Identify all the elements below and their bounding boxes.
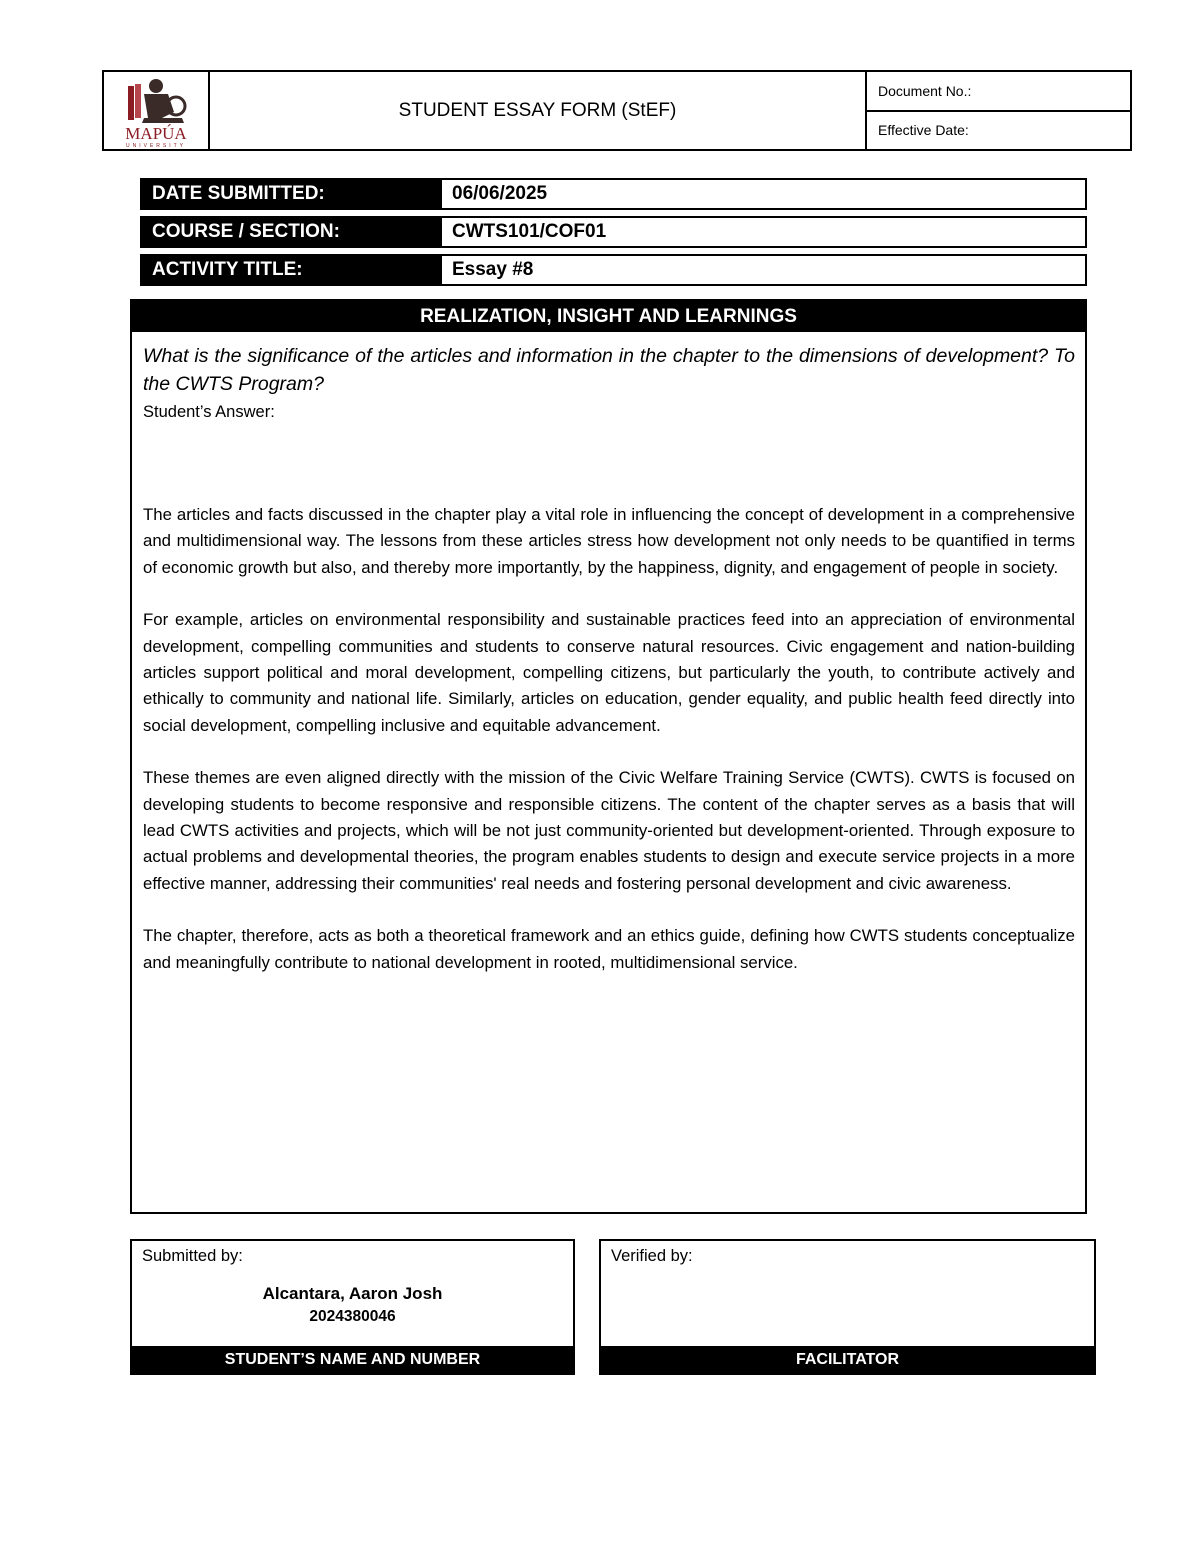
essay-paragraph: These themes are even aligned directly with the mission of the Civic Welfare Training Service (CWTS). CWTS is focused on developing students to become responsive and responsible citizens. The content of the chapter serves as a basis that will lead CWTS activities and projects, which will be not just community-oriented but development-oriented. Through exposure to actual problems and developmental theories, the program enables students to design and execute service projects in a more effective manner, addressing their communities' real needs and fostering personal development and civic awareness.: [143, 768, 1075, 893]
submitted-by-box: [130, 1239, 575, 1375]
student-number: 2024380046: [309, 1308, 396, 1325]
course-section-row: [140, 216, 1087, 248]
seal-icon: [104, 72, 208, 149]
facilitator-caption: FACILITATOR: [601, 1346, 1094, 1373]
section-heading: REALIZATION, INSIGHT AND LEARNINGS: [132, 301, 1085, 332]
student-name: Alcantara, Aaron Josh: [262, 1284, 443, 1303]
essay-section: [130, 299, 1087, 1214]
document-no-label: Document No.:: [878, 82, 972, 99]
form-title: STUDENT ESSAY FORM (StEF): [210, 72, 867, 149]
effective-date-label: Effective Date:: [867, 110, 1130, 150]
activity-title-field[interactable]: Essay #8: [440, 254, 1087, 286]
essay-answer[interactable]: [143, 424, 1075, 976]
verified-by-box: [599, 1239, 1096, 1375]
logo-text: MAPÚA: [125, 124, 187, 143]
essay-paragraph: The chapter, therefore, acts as both a theoretical framework and an ethics guide, defining how CWTS students conceptualize and meaningfully contribute to national development in rooted, multidimensional service.: [143, 926, 1075, 972]
course-section-label: COURSE / SECTION:: [140, 216, 440, 248]
student-signature-area[interactable]: [132, 1266, 573, 1346]
date-submitted-field[interactable]: 06/06/2025: [440, 178, 1087, 210]
student-name-number-caption: STUDENT’S NAME AND NUMBER: [132, 1346, 573, 1373]
university-logo: [104, 72, 210, 149]
activity-title-row: [140, 254, 1087, 286]
verified-by-label: Verified by:: [611, 1247, 693, 1265]
essay-question: What is the significance of the articles and information in the chapter to the dimensions of development? To the CWTS Program?: [143, 345, 1075, 395]
facilitator-signature-area[interactable]: [601, 1266, 1094, 1346]
course-section-field[interactable]: CWTS101/COF01: [440, 216, 1087, 248]
answer-label: Student’s Answer:: [143, 403, 275, 421]
date-submitted-row: [140, 178, 1087, 210]
submitted-by-label: Submitted by:: [142, 1247, 243, 1265]
form-header: [102, 70, 1132, 151]
document-meta: [867, 72, 1130, 149]
logo-subtext: UNIVERSITY: [125, 143, 187, 149]
essay-paragraph: For example, articles on environmental responsibility and sustainable practices feed into an appreciation of environmental development, compelling communities and students to conserve natural resources. Civic engagement and nation-building articles support political and moral development, compelling citizens, but particularly the youth, to contribute actively and ethically to community and national life. Similarly, articles on education, gender equality, and public health feed directly into social development, compelling inclusive and equitable advancement.: [143, 610, 1075, 735]
essay-paragraph: The articles and facts discussed in the chapter play a vital role in influencing the concept of development in a comprehensive and multidimensional way. The lessons from these articles stress how development not only needs to be quantified in terms of economic growth but also, and thereby more importantly, by the happiness, dignity, and engagement of people in society.: [143, 505, 1075, 577]
activity-title-label: ACTIVITY TITLE:: [140, 254, 440, 286]
date-submitted-label: DATE SUBMITTED:: [140, 178, 440, 210]
